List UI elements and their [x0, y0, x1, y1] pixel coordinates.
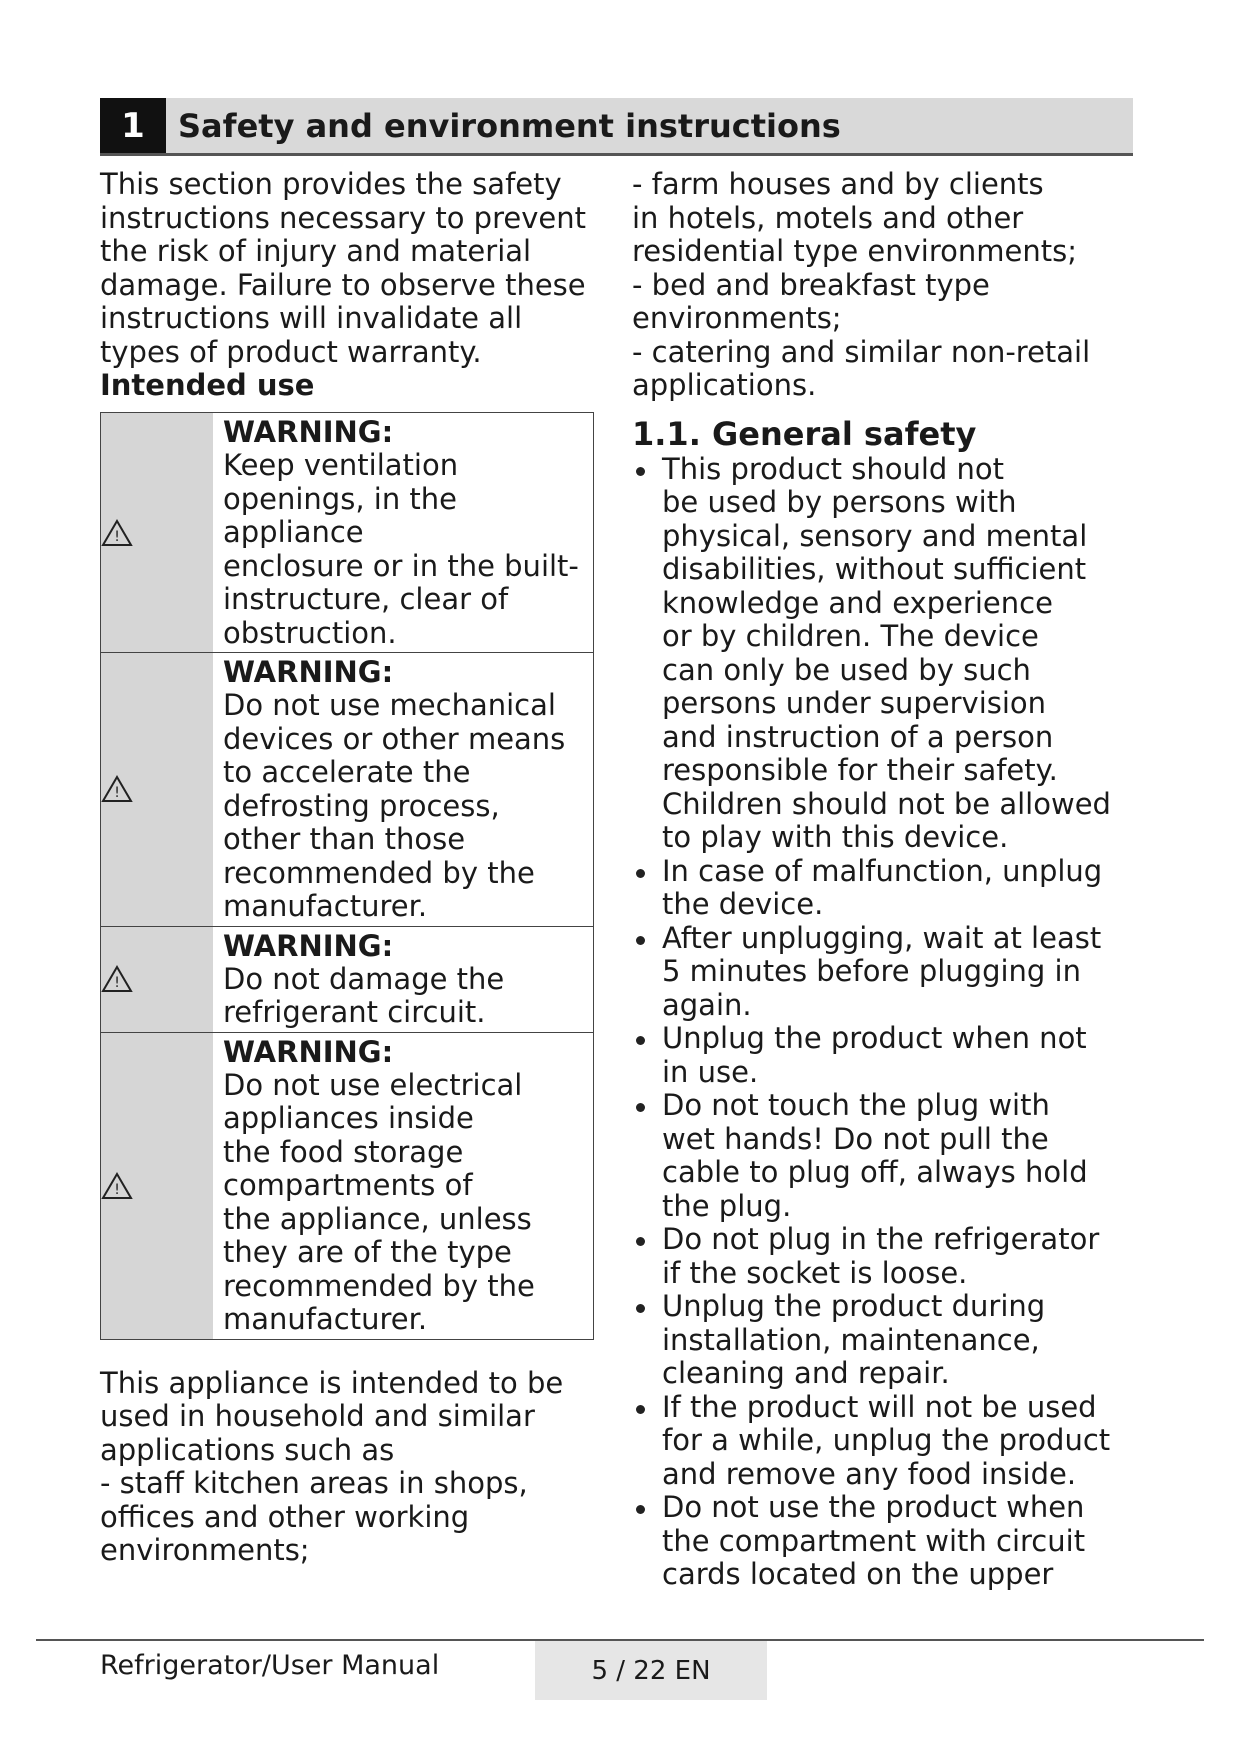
warning-title: WARNING:	[223, 1034, 394, 1069]
warning-row	[101, 1033, 593, 1339]
list-item: Do not touch the plug with wet hands! Do not pull the cable to plug off, always hold the plug.	[632, 1089, 1152, 1223]
warning-title: WARNING:	[223, 655, 394, 689]
list-item: If the product will not be used for a while, unplug the product and remove any food inside.	[632, 1391, 1152, 1492]
section-header	[100, 98, 1133, 156]
list-item: Unplug the product when not in use.	[632, 1022, 1152, 1089]
bullet-icon	[636, 1505, 645, 1514]
bullet-icon	[636, 869, 645, 878]
warning-row	[101, 927, 593, 1033]
warning-body: Do not damage the refrigerant circuit.	[223, 961, 505, 1029]
list-item: After unplugging, wait at least 5 minutes before plugging in again.	[632, 922, 1152, 1023]
footer-manual-title: Refrigerator/User Manual	[100, 1650, 440, 1681]
list-item: In case of malfunction, unplug the device.	[632, 855, 1152, 922]
bullet-icon	[636, 467, 645, 476]
right-column	[632, 168, 1152, 1592]
continued-list: - farm houses and by clients in hotels, motels and other residential type environments; - bed and breakfast type environments; - catering and similar non-retail applications.	[632, 167, 1091, 402]
svg-text:!: !	[114, 1181, 120, 1198]
warning-title: WARNING:	[223, 928, 394, 963]
warning-triangle-icon	[101, 965, 133, 993]
svg-text:!: !	[114, 975, 120, 991]
list-item: This product should not be used by persons with physical, sensory and mental disabilities, without sufficient knowledge and experience or by children. The device can only be used by such persons under supervision and instruction of a person responsible for their safety. Children should not be allowed to play with this device.	[632, 453, 1152, 855]
list-item: Do not use the product when the compartment with circuit cards located on the upper	[632, 1491, 1152, 1592]
left-column	[100, 168, 610, 1568]
list-item: Do not plug in the refrigerator if the socket is loose.	[632, 1223, 1152, 1290]
section-title: Safety and environment instructions	[178, 106, 841, 145]
bullet-icon	[636, 1036, 645, 1045]
intended-use-text: This appliance is intended to be used in household and similar applications such as - staff kitchen areas in shops, offices and other working environments;	[100, 1365, 564, 1567]
general-safety-heading: 1.1. General safety	[632, 414, 977, 453]
intended-use-heading: Intended use	[100, 368, 315, 402]
warning-triangle-icon	[101, 775, 133, 803]
bullet-icon	[636, 1304, 645, 1313]
warning-table	[100, 412, 594, 1340]
warning-body: Do not use mechanical devices or other means to accelerate the defrosting process, other than those recommended by the manufacturer.	[223, 688, 566, 923]
page-number: 5 / 22 EN	[535, 1641, 767, 1700]
warning-row	[101, 653, 593, 927]
warning-triangle-icon	[101, 519, 133, 547]
bullet-icon	[636, 936, 645, 945]
list-item: Unplug the product during installation, maintenance, cleaning and repair.	[632, 1290, 1152, 1391]
bullet-icon	[636, 1405, 645, 1414]
warning-body: Do not use electrical appliances inside the food storage compartments of the appliance, unless they are of the type recommended by the manufacturer.	[223, 1067, 535, 1336]
svg-text:!: !	[114, 785, 120, 802]
warning-title: WARNING:	[223, 415, 394, 449]
bullet-icon	[636, 1237, 645, 1246]
bullet-icon	[636, 1103, 645, 1112]
svg-text:!: !	[114, 528, 120, 545]
section-number: 1	[100, 98, 166, 153]
warning-triangle-icon	[101, 1172, 133, 1200]
safety-bullet-list	[632, 453, 1152, 1592]
intro-paragraph: This section provides the safety instructions necessary to prevent the risk of injury and material damage. Failure to observe these instructions will invalidate all types of product warranty.	[100, 167, 586, 369]
warning-body: Keep ventilation openings, in the appliance enclosure or in the built- instructure, clear of obstruction.	[223, 448, 579, 650]
warning-row	[101, 413, 593, 653]
